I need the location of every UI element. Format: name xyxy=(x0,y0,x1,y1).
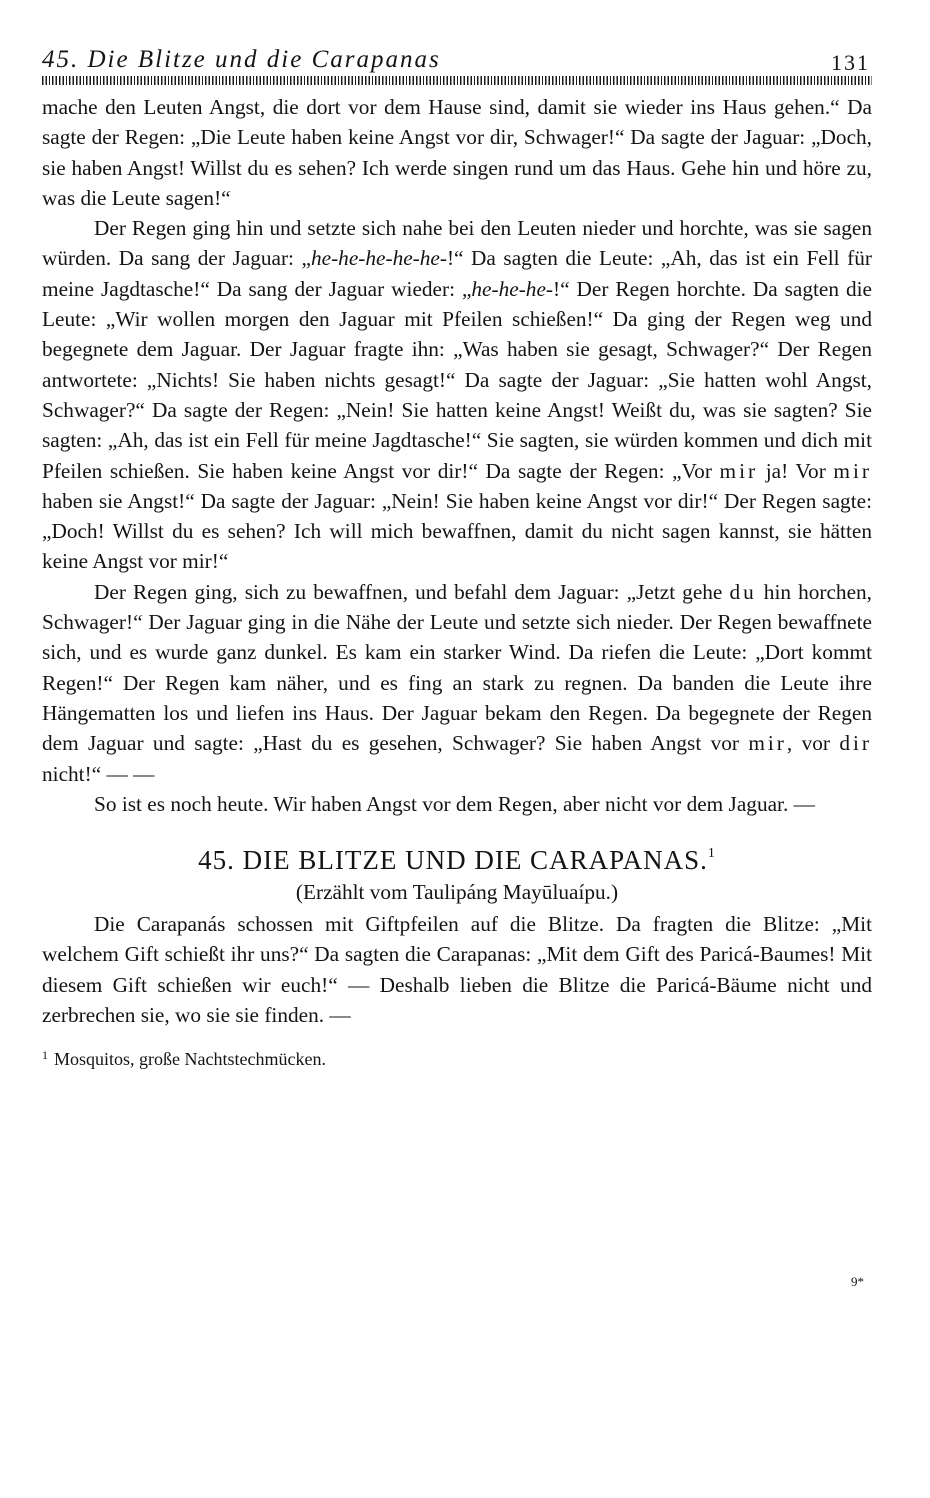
spaced-emphasis: dir xyxy=(839,731,872,756)
footnote xyxy=(42,1042,872,1072)
header-rule xyxy=(42,76,872,85)
paragraph-3 xyxy=(42,577,872,789)
section-title-text: 45. DIE BLITZE UND DIE CARAPANAS. xyxy=(198,845,708,876)
book-page xyxy=(42,44,872,1289)
spaced-emphasis: mir xyxy=(833,458,872,483)
section-subtitle: (Erzählt vom Taulipáng Mayūluaípu.) xyxy=(295,880,619,905)
footnote-ref: 1 xyxy=(707,846,716,862)
story-text xyxy=(42,92,872,819)
spaced-emphasis: mir xyxy=(719,458,759,483)
text-run: Der Regen ging hin und setzte sich nahe bei den Leuten nieder und horchte, was sie sagen würden. Da sang der Jaguar: „ xyxy=(42,216,872,271)
text-run: , vor xyxy=(786,731,840,756)
paragraph-1 xyxy=(42,92,872,213)
text-run: !“ Der Regen horchte. Da sagten die Leute: „Wir wollen morgen den Jaguar mit Pfeilen schießen!“ Da ging der Regen weg und begegnete dem Jaguar. Der Jaguar fragte ihn: „Was haben sie gesagt, Schwager?“ Der Regen antwortete: „Nichts! Sie haben nichts gesagt!“ Da sagte der Jaguar: „Sie hatten wohl Angst, Schwager?“ Da sagte der Regen: „Nein! Sie hatten keine Angst! Weißt du, was sie sagten? Sie sagten: „Ah, das ist ein Fell für meine Jagdtasche!“ Sie sagten, sie würden kommen und dich mit Pfeilen schießen. Sie haben keine Angst vor dir!“ Da sagte der Regen: „Vor xyxy=(42,276,872,483)
signature-mark: 9* xyxy=(851,1274,864,1289)
text-run: nicht!“ — — xyxy=(42,761,155,786)
paragraph-4 xyxy=(42,789,872,819)
footnote-mark: 1 xyxy=(42,1048,48,1063)
spaced-emphasis: du xyxy=(729,579,757,604)
text-run: hin horchen, Schwager!“ Der Jaguar ging in die Nähe der Leute und setzte sich nieder. Der Regen bewaffnete sich, und es wurde ganz dunkel. Es kam ein starker Wind. Da riefen die Leute: „Dort kommt Regen!“ Der Regen kam näher, und es fing an stark zu regnen. Da banden die Leute ihre Hängematten los und liefen ins Haus. Der Jaguar bekam den Regen. Da begegnete der Regen dem Jaguar und sagte: „Hast du es gesehen, Schwager? Sie haben Angst vor xyxy=(42,579,872,756)
section-text xyxy=(42,909,872,1030)
italic-text: he-he-he-he-he- xyxy=(310,246,447,271)
paragraph-2 xyxy=(42,213,872,577)
italic-text: he-he-he- xyxy=(471,276,553,301)
page-number: 131 xyxy=(831,50,870,75)
text-run: mache den Leuten Angst, die dort vor dem Hause sind, damit sie wieder ins Haus gehen.“ Da sagte der Regen: „Die Leute haben keine Angst vor dir, Schwager!“ Da sagte der Jaguar: „Doch, sie haben Angst! Willst du es sehen? Ich werde singen rund um das Haus. Gehe hin und höre zu, was die Leute sagen!“ xyxy=(42,95,872,210)
text-run: So ist es noch heute. Wir haben Angst vor dem Regen, aber nicht vor dem Jaguar. — xyxy=(94,791,815,816)
running-head-title: 45. Die Blitze und die Carapanas xyxy=(42,46,441,73)
section-paragraph: Die Carapanás schossen mit Giftpfeilen auf die Blitze. Da fragten die Blitze: „Mit welchem Gift schießt ihr uns?“ Da sagten die Carapanas: „Mit dem Gift des Paricá-Baumes! Mit diesem Gift schießen wir euch!“ — Deshalb lieben die Blitze die Paricá-Bäume nicht und zerbrechen sie, wo sie sie finden. — xyxy=(42,912,872,1028)
text-run: !“ Da sagten die Leute: „Ah, das ist ein Fell für meine Jagdtasche!“ Da sang der Jaguar wieder: „ xyxy=(42,246,872,301)
text-run: Der Regen ging, sich zu bewaffnen, und befahl dem Jaguar: „Jetzt gehe xyxy=(94,579,730,604)
running-head xyxy=(42,44,872,80)
text-run: ja! Vor xyxy=(758,458,834,483)
spaced-emphasis: mir xyxy=(748,731,787,756)
footnote-text: Mosquitos, große Nachtstechmücken. xyxy=(54,1049,326,1070)
text-run: haben sie Angst!“ Da sagte der Jaguar: „Nein! Sie haben keine Angst vor dir!“ Der Regen sagte: „Doch! Willst du es sehen? Ich will mich bewaffnen, damit du nicht sagen kannst, sie hätten keine Angst vor mir!“ xyxy=(42,488,872,574)
section-title xyxy=(42,837,872,877)
